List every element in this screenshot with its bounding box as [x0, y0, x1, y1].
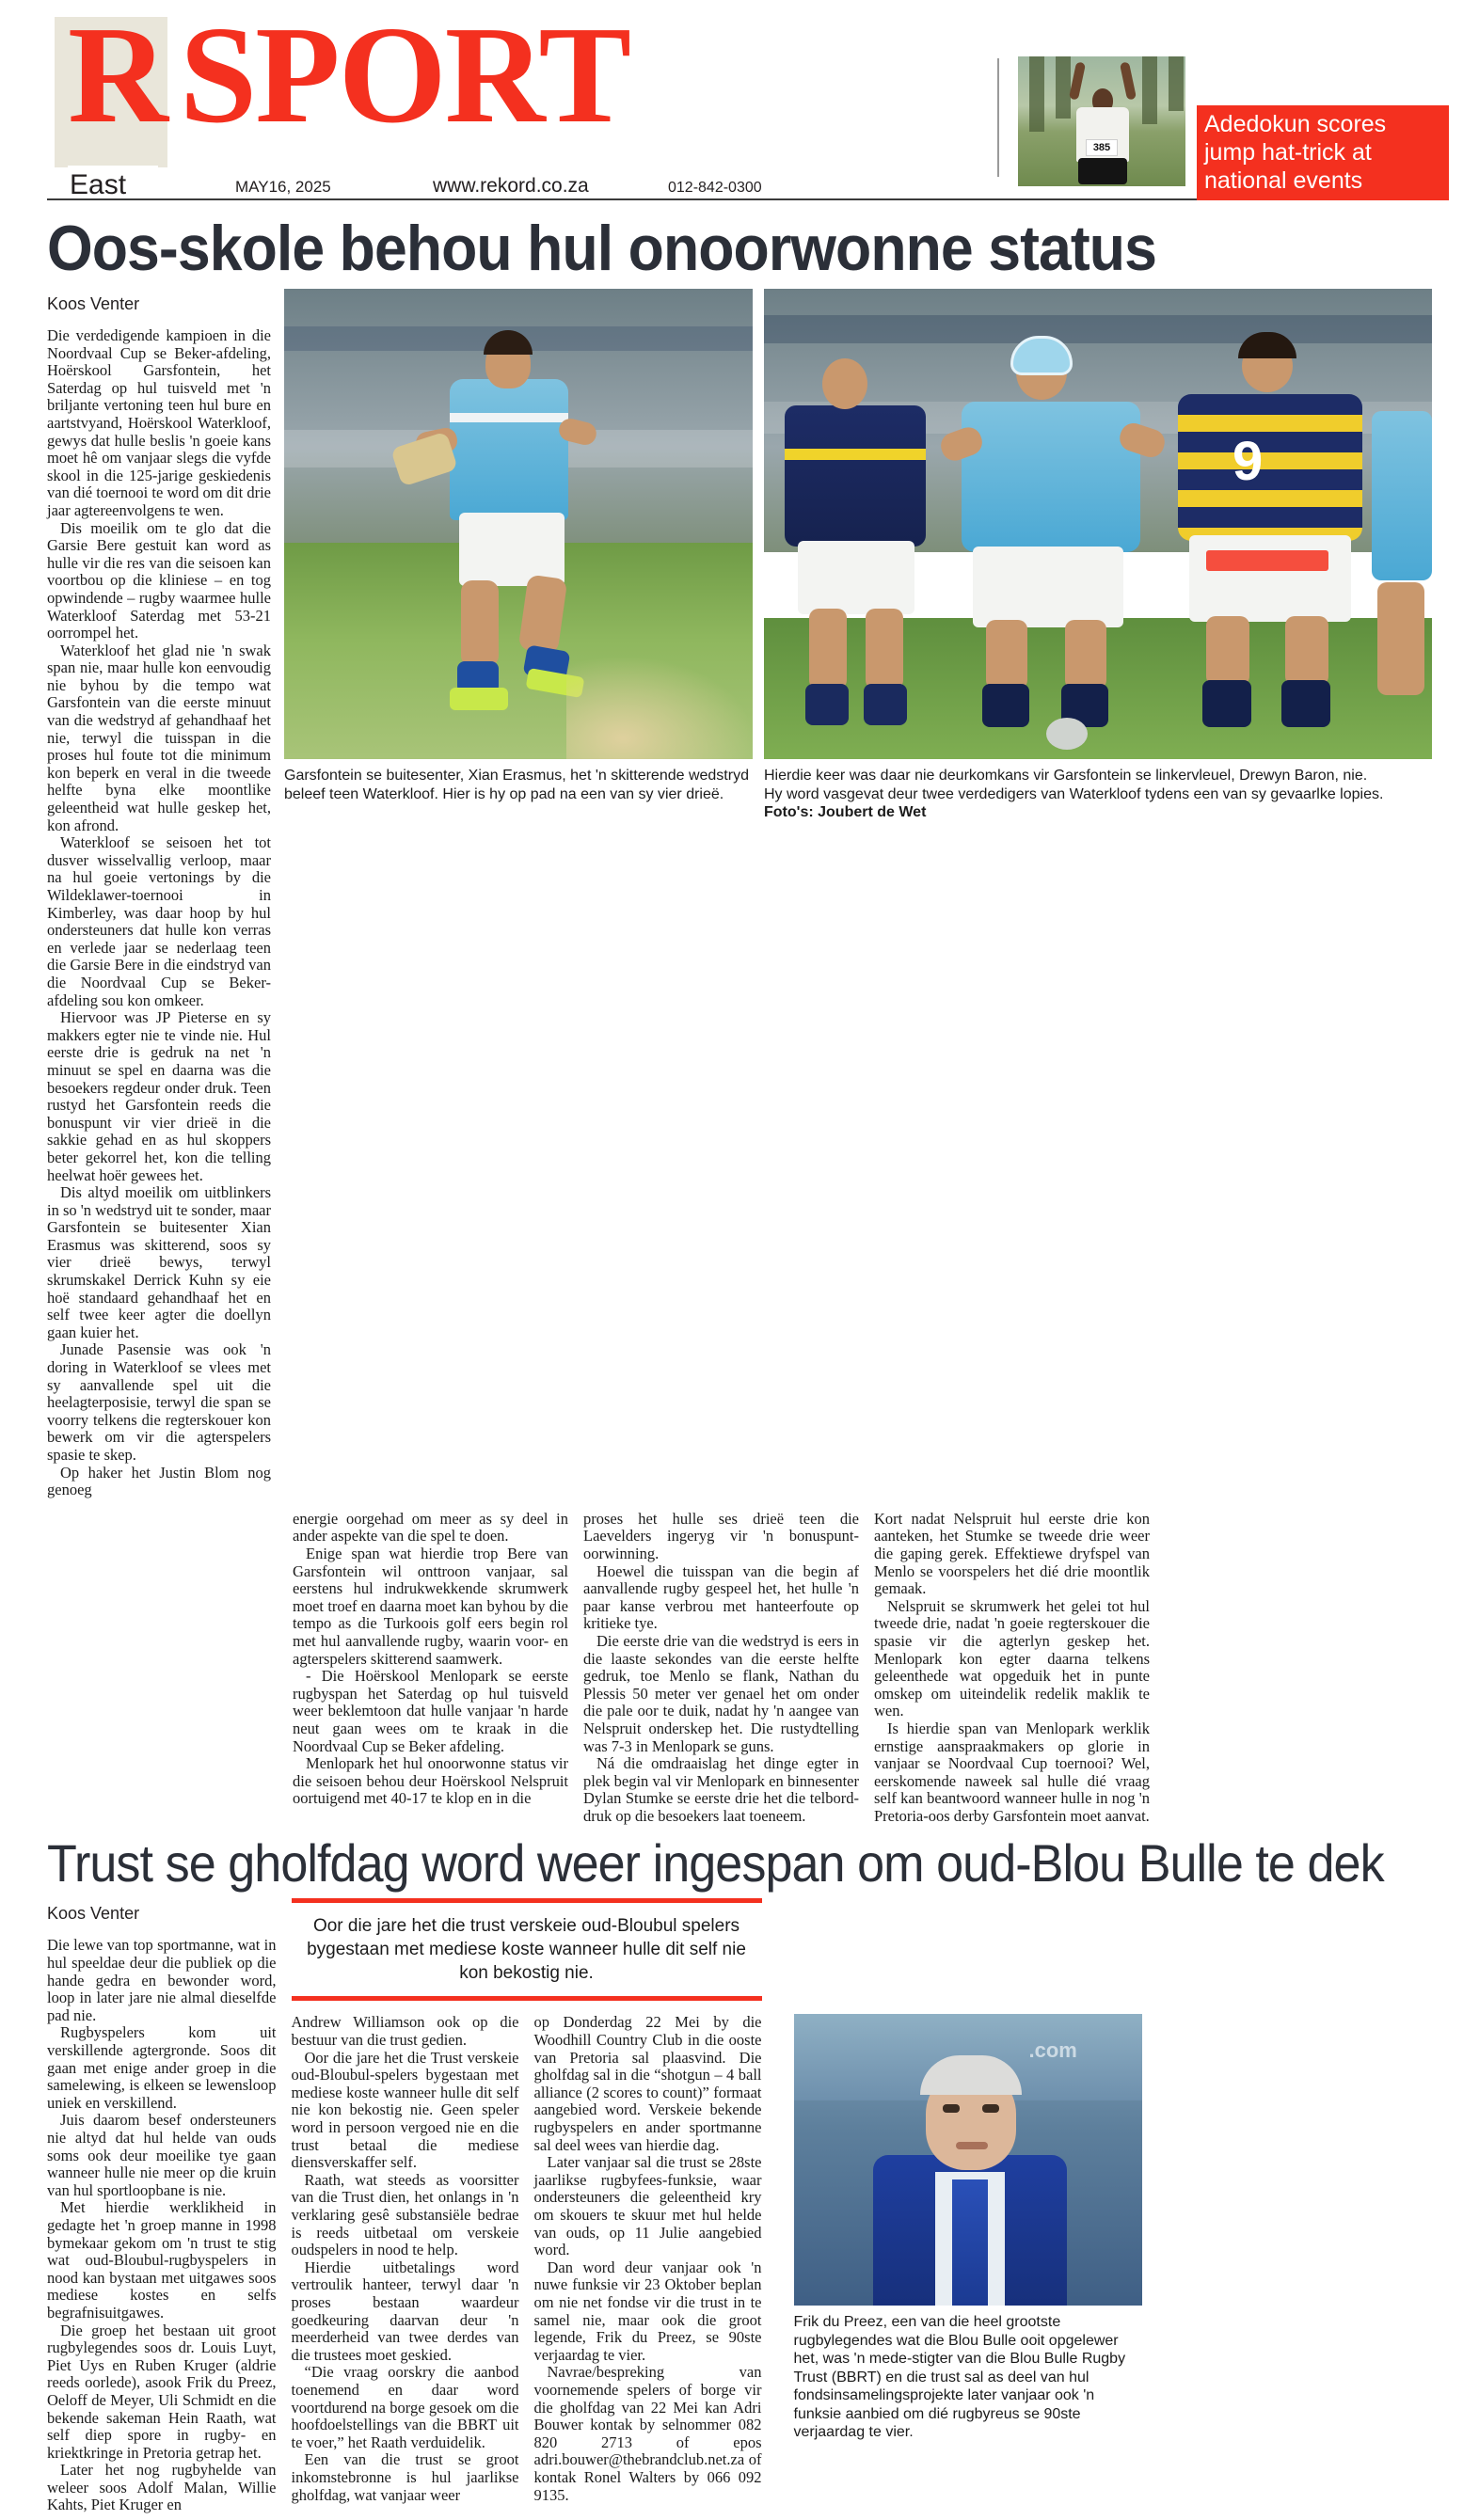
- player-leg: [1285, 616, 1328, 686]
- paragraph: Waterkloof se seisoen het tot dusver wisselvallig verloop, maar na hul goeie vertonings by die Wildeklawer-toernooi in Kimberley, was daar hoop by hul ondersteuners dat hulle kon verras en verlede jaar se nederlaag teen die Garsie Bere in die eindstryd van die Noordvaal Cup se Beker-afdeling sou kon omkeer.: [47, 833, 271, 1009]
- teaser-photo-athlete: [1018, 56, 1185, 186]
- paragraph: “Die vraag oorskry die aanbod toenemend en daar word voortdurend na borge gesoek om die hoofdoelstellings van die BBRT uit te voer,” het Raath verduidelik.: [291, 2363, 519, 2451]
- pull-quote: Oor die jare het die trust verskeie oud-Bloubul spelers bygestaan met mediese koste wanneer hulle dit self nie kon bekostig nie.: [292, 1898, 762, 2001]
- logo-word: SPORT: [179, 0, 630, 152]
- issue-date: MAY16, 2025: [235, 178, 331, 196]
- masthead-divider: [997, 58, 999, 177]
- player-leg: [809, 609, 847, 689]
- background-signage: .com: [1028, 2038, 1077, 2063]
- subject-mouth: [956, 2142, 988, 2149]
- paragraph: Is hierdie span van Menlopark werklik ernstige aanspraakmakers op glorie in vanjaar se Noordvaal Cup toernooi? Wel, eerskomende naweek sal hulle dié vraag self kan beantwoord wanneer hulle in nog 'n Pretoria-oos derby Garsfontein moet aanvat.: [874, 1719, 1150, 1825]
- photo1-caption: Garsfontein se buitesenter, Xian Erasmus, het 'n skitterende wedstryd beleef teen Waterkloof. Hier is hy op pad na een van sy vier drieë.: [284, 768, 749, 802]
- paragraph: Raath, wat steeds as voorsitter van die Trust dien, het onlangs in 'n verklaring gesê substansiële bedrae is reeds uitbetaal om verskeie oudspelers in nood te help.: [291, 2170, 519, 2259]
- player-jersey: [450, 379, 568, 520]
- edition-rule: [68, 166, 158, 168]
- paragraph: Dan word deur vanjaar ook 'n nuwe funksie vir 23 Oktober beplan om nie net fondse vir die trust in te samel nie, maar ook die groot legende, Frik du Preez, se 90ste verjaardag te vier.: [533, 2258, 762, 2364]
- paragraph: Nelspruit se skrumwerk het gelei tot hul tweede drie, nadat 'n goeie regterskouer die spasie vir die agterlyn geskep het. Menlopark kon egter daarna telkens geleenthede wat opgeduik het in punte omskep om uiteindelik redelik maklik te wen.: [874, 1596, 1150, 1720]
- player-shorts: [459, 513, 565, 586]
- player-sock: [805, 684, 849, 725]
- paragraph: Hoewel die tuisspan van die begin af aanvallende rugby gespeel het, het hulle 'n paar kanse verbrou met hanteerfoute op kritieke tye.: [583, 1561, 859, 1633]
- paragraph: proses het hulle ses drieë teen die Laevelders ingeryg vir 'n bonuspunt-oorwinning.: [583, 1509, 859, 1562]
- paragraph: Een van die trust se groot inkomstebronne is hul jaarlikse gholfdag, wat vanjaar weer: [291, 2450, 519, 2504]
- paragraph: Later vanjaar sal die trust se 28ste jaarlikse rugbyfees-funksie, waar ondersteuners die geleentheid kry om skouers te skuur met hul helde van ouds, op 11 Julie aangebied word.: [533, 2153, 762, 2259]
- player-boot: [450, 688, 508, 710]
- paragraph: Navrae/bespreking van voornemende spelers of borge vir die gholfdag van 22 Mei kan Adri Bouwer kontak by selnommer 082 820 2713 of epos adri.bouwer@thebrandclub.net.za of kontak Ronel Walters by 066 092 9135.: [533, 2363, 762, 2504]
- player-shorts: [1189, 535, 1351, 622]
- subject-tie: [952, 2179, 988, 2306]
- article2-col1-text: [47, 1937, 277, 2514]
- paragraph: Op haker het Justin Blom nog genoeg: [47, 1463, 271, 1499]
- edition-label: East: [70, 169, 127, 200]
- photo-frik-du-preez: [794, 2014, 1142, 2306]
- tree-shape: [1142, 56, 1157, 124]
- article2-col3-text: [534, 2014, 762, 2504]
- photo-scene: [794, 2014, 1142, 2306]
- photo2-caption-line2: Hy word vasgevat deur twee verdedigers van Waterkloof tydens een van sy gevaarlke lopies.: [764, 785, 1384, 802]
- article1-photos: [284, 289, 1432, 1499]
- photo2-caption: [764, 767, 1432, 822]
- player-leg: [1065, 620, 1106, 689]
- paragraph: Dis moeilik om te glo dat die Garsie Bere gestuit kan word as hulle vir die res van die seisoen kan voortbou op die kliniese – en tog opwindende – rugby waarmee hulle Waterkloof Saterdag met 53-21 oorrompel het.: [47, 518, 271, 642]
- paragraph: Waterkloof het glad nie 'n swak span nie, maar hulle kon eenvoudig nie byhou by die tempo wat Garsfontein van die eerste minuut van die wedstryd af gehandhaaf het nie, terwyl die tuisspan in die proses hul foute tot die minimum kon beperk en veral in die tweede helfte byna elke moontlike geleentheid wat hulle geskep het, kon afrond.: [47, 641, 271, 834]
- player-sock: [1202, 680, 1251, 727]
- website-url[interactable]: www.rekord.co.za: [433, 175, 589, 197]
- article2-photo-block: [794, 2014, 1142, 2504]
- photo2-caption-line1: Hierdie keer was daar nie deurkomkans vir Garsfontein se linkervleuel, Drewyn Baron, nie.: [764, 768, 1368, 784]
- player-leg: [986, 620, 1027, 689]
- photo-garsfontein-erasmus: [284, 289, 753, 759]
- photo3-caption: Frik du Preez, een van die heel grootste rugbylegendes wat die Blou Bulle ooit opgelewer het, was 'n mede-stigter van die Blou Bulle Rugby Trust (BBRT) en die trust sal as deel van hul fondsinsamelingsprojekte later vanjaar ook 'n funksie aanbied om dié rugbyreus se 90ste verjaardag te vier.: [793, 2314, 1126, 2441]
- paragraph: Menlopark het hul onoorwonne status vir die seisoen behou deur Hoërskool Nelspruit oortuigend met 40-17 te klop en in die: [293, 1754, 568, 1808]
- player-jersey: [785, 405, 926, 547]
- paragraph: Oor die jare het die Trust verskeie oud-Bloubul-spelers bygestaan met mediese koste wanneer hulle dit self nie kon bekostig nie. Geen speler word in persoon vergoed nie en die trust betaal die mediese diensverskaffer self.: [291, 2048, 519, 2172]
- article2-headline: Trust se gholfdag word weer ingespan om oud-Blou Bulle te dek: [47, 1833, 1384, 1894]
- paragraph: Rugbyspelers kom uit verskillende agtergronde. Soos dit gaan met enige ander groep in die samelewing, is elkeen se lewensloop uniek en verskillend.: [47, 2023, 277, 2112]
- paragraph: Die lewe van top sportmanne, wat in hul speeldae deur die publiek op die hande gedra en bewonder word, loop in later jare nie almal dieselfde pad nie.: [47, 1936, 277, 2024]
- player-shorts: [798, 541, 914, 614]
- teaser-line-3: national events: [1204, 167, 1363, 194]
- photo-scene: [764, 289, 1432, 759]
- photo-credit: Foto's: Joubert de Wet: [764, 804, 927, 820]
- player-jersey: [1372, 411, 1432, 580]
- paragraph: Enige span wat hierdie trop Bere van Garsfontein wil onttroon vanjaar, sal eerstens hul indrukwekkende skrumwerk moet troef en daarna moet kan byhou by die tempo as die Turkoois golf eers begin rol met hul aanvallende rugby, waarin voor- en agterspelers skitterend saamwerk.: [293, 1544, 568, 1668]
- paragraph: - Die Hoërskool Menlopark se eerste rugbyspan het Saterdag op hul tuisveld weer beklemtoon dat hulle vanjaar 'n harde neut gaan wees om te kraak in die Noordvaal Cup se Beker afdeling.: [293, 1667, 568, 1755]
- tree-shape: [1056, 56, 1071, 119]
- teaser-headline-box[interactable]: [1197, 105, 1449, 200]
- player-leg: [1206, 616, 1249, 686]
- shorts-sponsor-band: [1206, 550, 1328, 571]
- article1-byline: Koos Venter: [47, 294, 140, 313]
- tree-shape: [1169, 56, 1184, 111]
- paragraph: energie oorgehad om meer as sy deel in ander aspekte van die spel te doen.: [293, 1509, 568, 1545]
- rugby-ball: [1046, 718, 1088, 750]
- paragraph: Dis altyd moeilik om uitblinkers in so 'n wedstryd uit te sonder, maar Garsfontein se buitesenter Xian Erasmus was skitterend, soos sy vier drieë bewys, terwyl skrumskakel Derrick Kuhn sy eie hoë standaard gehandhaaf het en self twee keer agter die doellyn gaan kuier het.: [47, 1183, 271, 1341]
- jersey-stripe: [785, 449, 926, 460]
- article2-column-1: [47, 1898, 277, 2514]
- photo-blur-band: [764, 315, 1432, 343]
- article1-top-row: [47, 289, 1432, 1499]
- photo-scene: [284, 289, 753, 759]
- player-sock: [1281, 680, 1330, 727]
- paragraph: Die verdedigende kampioen in die Noordvaal Cup se Beker-afdeling, Hoërskool Garsfontein, het Saterdag op hul tuisveld met 'n briljante vertoning teen hul bure en aartstvyand, Hoërskool Waterkloof, gewys dat hulle beslis 'n goeie kans moet hê om vanjaar slegs die vyfde skool in die 125-jarige geskiedenis van dié toernooi te word om dit drie jaar agtereenvolgens te wen.: [47, 326, 271, 519]
- logo-letter: R: [68, 0, 167, 152]
- masthead-info: [235, 175, 856, 198]
- player-jersey: [962, 402, 1140, 552]
- article1-col1-text: [47, 327, 271, 1499]
- paragraph: op Donderdag 22 Mei by die Woodhill Country Club in die ooste van Pretoria sal plaasvind. Die gholfdag sal in die “shotgun – 4 ball alliance (2 scores to count)” formaat aangebied word. Verskeie bekende rugbyspelers en ander sportmanne sal deel wees van hierdie dag.: [533, 2013, 762, 2154]
- article1-headline: Oos-skole behou hul onoorwonne status: [47, 213, 1156, 284]
- article1-col4-text: [874, 1511, 1150, 1826]
- dust-cloud: [566, 656, 753, 759]
- article2-grid: [47, 1898, 1432, 2514]
- teaser-line-2: jump hat-trick at: [1204, 139, 1372, 166]
- paragraph: Met hierdie werklikheid in gedagte het 'n groep manne in 1998 bymekaar gekom om 'n trust te stig wat oud-Bloubul-rugbyspelers in nood kan bystaan met uitgawes soos mediese kostes en selfs begrafnisuitgawes.: [47, 2198, 277, 2322]
- player-jersey-number: 9: [1232, 431, 1264, 492]
- paragraph: Die eerste drie van die wedstryd is eers in die laaste sekondes van die eerste helfte gedruk, toe Menlo se flank, Nathan du Plessis 50 meter ver genael het om onder die pale oor te duik, nadat hy 'n aangee van Nelspruit onderskep het. Die rustydtelling was 7-3 in Menlopark se guns.: [583, 1631, 859, 1755]
- player-sock: [864, 684, 907, 725]
- player-sock: [982, 684, 1029, 727]
- athlete-bib-number: 385: [1086, 139, 1118, 156]
- article1-col3-text: [583, 1511, 859, 1826]
- tree-shape: [1029, 56, 1044, 132]
- athlete-shorts: [1078, 158, 1127, 184]
- photo-baron-tackle: [764, 289, 1432, 759]
- article2-col2-text: [292, 2014, 519, 2504]
- masthead-logo: [47, 0, 687, 151]
- article2-right-block: [292, 1898, 1433, 2514]
- paragraph: Juis daarom besef ondersteuners nie altyd dat hul helde van ouds soms ook deur moeilike tye gaan wanneer hulle nie meer op die kruin van hul sportloopbane is nie.: [47, 2111, 277, 2199]
- player-jersey-striped: [1178, 394, 1362, 541]
- article-trust-gholfdag: [47, 1834, 1432, 2514]
- phone-number: 012-842-0300: [668, 180, 762, 196]
- article1-column-1: [47, 289, 271, 1499]
- paragraph: Hiervoor was JP Pieterse en sy makkers egter nie te vinde nie. Hul eerste drie is gedruk na net 'n minuut se spel en daarna was die besoekers regdeur onder druk. Teen rustyd het Garsfontein reeds die bonuspunt vir vier drieë in die sakkie gehad en as hul skoppers beter gekorrel het, kon die telling heelwat hoër gewees het.: [47, 1008, 271, 1184]
- paragraph: Andrew Williamson ook op die bestuur van die trust gedien.: [291, 2013, 519, 2050]
- article-oos-skole: [47, 214, 1432, 1825]
- player-shorts: [973, 547, 1123, 627]
- teaser-line-1: Adedokun scores: [1204, 111, 1387, 137]
- paragraph: Hierdie uitbetalings word vertroulik hanteer, terwyl daar 'n proses bestaan waardeur goedkeuring daarvan deur 'n meerderheid van twee derdes van die trustees moet geskied.: [291, 2258, 519, 2364]
- player-leg: [1377, 582, 1424, 695]
- article1-col2-text: [293, 1511, 568, 1826]
- paragraph: Later het nog rugbyhelde van weleer soos Adolf Malan, Willie Kahts, Piet Kruger en: [47, 2461, 277, 2514]
- article1-bottom-row: [47, 1511, 1432, 1826]
- jersey-stripe: [450, 413, 568, 422]
- player-leg: [866, 609, 903, 689]
- player-head: [822, 358, 867, 409]
- article2-quote-wrap: [292, 1898, 762, 2001]
- paragraph: Ná die omdraaislag het dinge egter in plek begin val vir Menlopark en binnesenter Dylan Stumke se eerste drie het die telbord-druk op die besoekers laat toeneem.: [583, 1754, 859, 1825]
- article2-byline: Koos Venter: [47, 1904, 140, 1924]
- article1-col1-continued: [47, 1511, 278, 1826]
- paragraph: Junade Pasensie was ook 'n doring in Waterkloof se vlees met sy aanvallende spel uit die heelagterposisie, terwyl die span se voorry telkens die regterskouer kon bewerk om vir die agterspelers spasie te skep.: [47, 1340, 271, 1464]
- paragraph: Die groep het bestaan uit groot rugbylegendes soos dr. Louis Luyt, Piet Uys en Ruben Kruger (aldrie reeds oorlede), asook Frik du Preez, Oeloff de Meyer, Uli Schmidt en die bekende sakeman Hein Raath, wat self diep spore in rugby- en kriektkringe in Pretoria getrap het.: [47, 2321, 277, 2462]
- player-leg: [461, 580, 499, 667]
- subject-eye-left: [943, 2104, 960, 2113]
- paragraph: Kort nadat Nelspruit hul eerste drie kon aanteken, het Stumke se tweede drie weer die gaping gerek. Effektiewe dryfspel van Menlo se voorspelers het dié drie moontlik gemaak.: [874, 1509, 1150, 1598]
- masthead: [47, 0, 1432, 200]
- subject-eye-right: [982, 2104, 999, 2113]
